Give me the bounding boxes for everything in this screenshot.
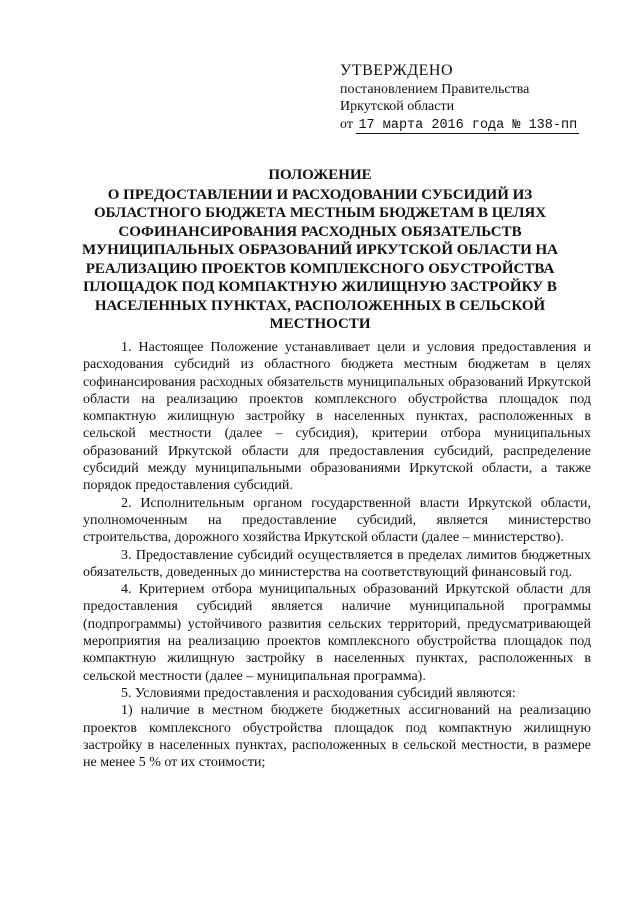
title-heading: ПОЛОЖЕНИЕ [268, 167, 372, 183]
date-prefix: от [340, 116, 353, 132]
paragraph-3: 3. Предоставление субсидий осуществляется в пределах лимитов бюджетных обязательств, доведенных до министерства на соответствующий финансовый год. [83, 547, 591, 580]
approved-line-1: постановлением Правительства [340, 81, 530, 97]
approved-date-line [340, 116, 620, 135]
approval-date: 17 марта 2016 года № 138-пп [358, 117, 578, 133]
paragraph-5-1: 1) наличие в местном бюджете бюджетных ассигнований на реализацию проектов комплексного обустройства площадок под компактную жилищную застройку в населенных пунктах, расположенных в сельской местности, в размере не менее 5 % от их стоимости; [83, 703, 591, 771]
approval-stamp [340, 62, 620, 134]
paragraph-1: 1. Настоящее Положение устанавливает цели и условия предоставления и расходования субсидий из областного бюджета местным бюджетам в целях софинансирования расходных обязательств муниципальных образований Иркутской области на реализацию проектов комплексного обустройства площадок под компактную жилищную застройку в населенных пунктах, расположенных в сельской местности (далее – субсидия), критерии отбора муниципальных образований Иркутской области для предоставления субсидий, распределение субсидий между муниципальными образованиями Иркутской области, а также порядок предоставления субсидий. [83, 340, 591, 494]
document-body [83, 339, 591, 771]
paragraph-2: 2. Исполнительным органом государственной власти Иркутской области, уполномоченным на предоставление субсидий, является министерство строительства, дорожного хозяйства Иркутской области (далее – министерство). [83, 495, 591, 546]
approved-heading: УТВЕРЖДЕНО [340, 62, 454, 79]
document-title [78, 166, 562, 334]
approved-line-2: Иркутской области [340, 99, 455, 114]
paragraph-4: 4. Критерием отбора муниципальных образований Иркутской области для предоставления субсидий является наличие муниципальной программы (подпрограммы) устойчивого развития сельских территорий, предусматривающей мероприятия на реализацию проектов комплексного обустройства площадок под компактную жилищную застройку в населенных пунктах, расположенных в сельской местности (далее – муниципальная программа). [83, 582, 591, 684]
title-subtitle: О ПРЕДОСТАВЛЕНИИ И РАСХОДОВАНИИ СУБСИДИЙ ИЗ ОБЛАСТНОГО БЮДЖЕТА МЕСТНЫМ БЮДЖЕТАМ В ЦЕЛЯХ СОФИНАНСИРОВАНИЯ РАСХОДНЫХ ОБЯЗАТЕЛЬСТВ МУНИЦИПАЛЬНЫХ ОБРАЗОВАНИЙ ИРКУТСКОЙ ОБЛАСТИ НА РЕАЛИЗАЦИЮ ПРОЕКТОВ КОМПЛЕКСНОГО ОБУСТРОЙСТВА ПЛОЩАДОК ПОД КОМПАКТНУЮ ЖИЛИЩНУЮ ЗАСТРОЙКУ В НАСЕЛЕННЫХ ПУНКТАХ, РАСПОЛОЖЕННЫХ В СЕЛЬСКОЙ МЕСТНОСТИ [82, 186, 558, 332]
paragraph-5: 5. Условиями предоставления и расходования субсидий являются: [121, 685, 516, 701]
